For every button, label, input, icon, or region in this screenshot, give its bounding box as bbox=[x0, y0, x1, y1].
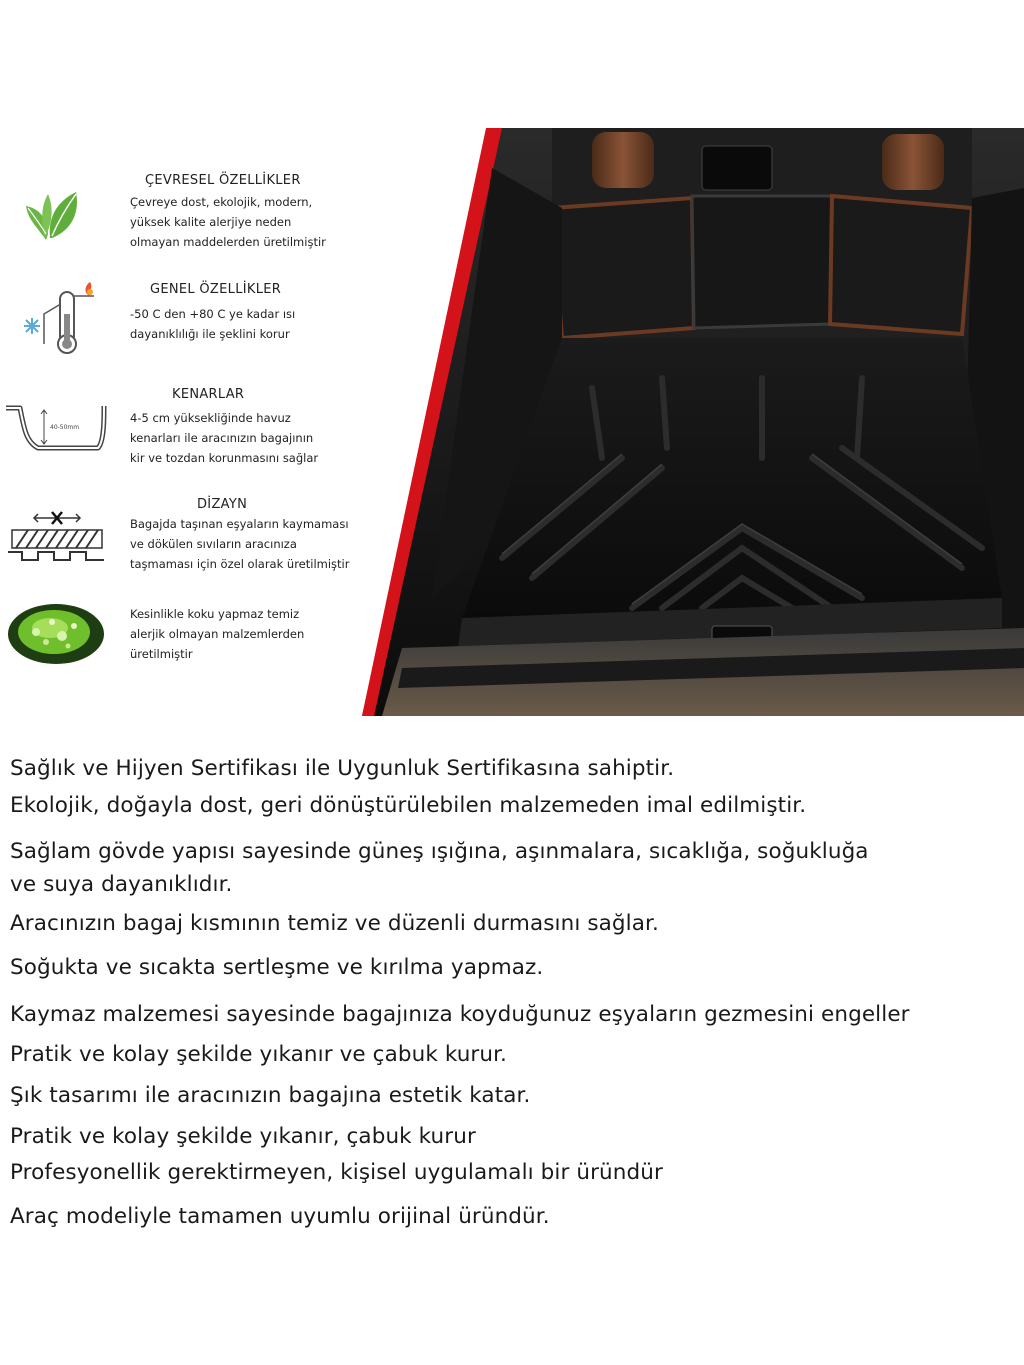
description-line: Şık tasarımı ile aracınızın bagajına estetik katar. bbox=[10, 1083, 531, 1108]
description-line: Ekolojik, doğayla dost, geri dönüştürülebilen malzemeden imal edilmiştir. bbox=[10, 793, 807, 818]
description-line: Sağlam gövde yapısı sayesinde güneş ışığına, aşınmalara, sıcaklığa, soğukluğa bbox=[10, 839, 869, 864]
feature-description: Bagajda taşınan eşyaların kaymaması ve dökülen sıvıların aracınıza taşmaması için özel olarak üretilmiştir bbox=[130, 517, 350, 571]
feature-general bbox=[0, 270, 380, 360]
description-line: Profesyonellik gerektirmeyen, kişisel uygulamalı bir üründür bbox=[10, 1160, 663, 1185]
feature-design bbox=[0, 490, 380, 590]
feature-environmental bbox=[0, 160, 380, 260]
feature-description: -50 C den +80 C ye kadar ısı dayanıklılığı ile şeklini korur bbox=[130, 307, 296, 341]
description-line: Araç modeliyle tamamen uyumlu orijinal üründür. bbox=[10, 1204, 550, 1229]
product-photo bbox=[362, 128, 1024, 716]
leaf-icon bbox=[18, 178, 88, 248]
feature-title: DİZAYN bbox=[197, 497, 248, 512]
feature-title: GENEL ÖZELLİKLER bbox=[150, 282, 282, 297]
anti-slip-icon bbox=[4, 508, 108, 564]
feature-description: 4-5 cm yüksekliğinde havuz kenarları ile aracınızın bagajının kir ve tozdan korunmasını sağlar bbox=[130, 411, 319, 465]
feature-title: KENARLAR bbox=[172, 387, 245, 402]
description-line: Soğukta ve sıcakta sertleşme ve kırılma yapmaz. bbox=[10, 955, 544, 980]
feature-title: ÇEVRESEL ÖZELLİKLER bbox=[145, 173, 301, 188]
description-line: Kaymaz malzemesi sayesinde bagajınıza koyduğunuz eşyaların gezmesini engeller bbox=[10, 1002, 910, 1027]
description-line: ve suya dayanıklıdır. bbox=[10, 872, 233, 897]
feature-odorless bbox=[0, 598, 380, 678]
feature-description: Çevreye dost, ekolojik, modern, yüksek kalite alerjiye neden olmayan maddelerden üretilmiştir bbox=[130, 195, 326, 249]
description-line: Pratik ve kolay şekilde yıkanır, çabuk kurur bbox=[10, 1124, 476, 1149]
tray-edge-icon bbox=[4, 398, 108, 462]
thermometer-icon bbox=[14, 274, 100, 358]
description-line: Pratik ve kolay şekilde yıkanır ve çabuk kurur. bbox=[10, 1042, 507, 1067]
trunk-mat-image bbox=[362, 128, 1024, 716]
feature-edges bbox=[0, 378, 380, 478]
tray-edge-icon-label: 40-50mm bbox=[50, 424, 80, 431]
description-line: Aracınızın bagaj kısmının temiz ve düzenli durmasını sağlar. bbox=[10, 911, 659, 936]
water-drops-icon bbox=[6, 602, 106, 666]
description-line: Sağlık ve Hijyen Sertifikası ile Uygunluk Sertifikasına sahiptir. bbox=[10, 756, 675, 781]
feature-description: Kesinlikle koku yapmaz temiz alerjik olmayan malzemlerden üretilmiştir bbox=[130, 607, 305, 661]
